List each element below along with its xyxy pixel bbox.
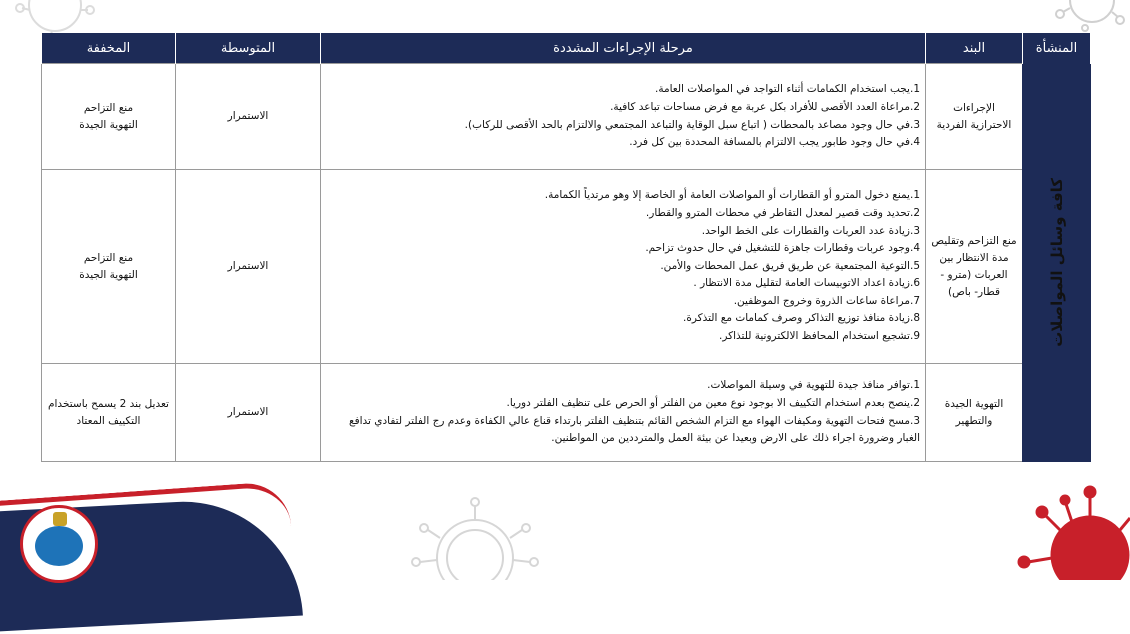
medium-cell: الاستمرار (176, 64, 321, 170)
light-text: منع التزاحم (83, 101, 134, 114)
measures-table (41, 33, 1091, 462)
header-domain: المنشأة (1023, 33, 1091, 64)
domain-label: كافة وسائل المواصلات (1047, 178, 1066, 347)
step-text: 3.مسح فتحات التهوية ومكيفات الهواء مع التزام الشخص القائم بتنظيف الفلتر بارتداء قناع عالي الكفاءة وعدم رج الفلتر لتفادي تدافع الغبار وضرورة اجراء ذلك على الارض وبعيدا عن بيئة العمل والمترددين من المواطنين. (348, 414, 920, 445)
domain-cell (1023, 64, 1091, 462)
virus-decoration-icon (390, 488, 560, 580)
steps-cell (321, 364, 926, 462)
step-text: 1.يجب استخدام الكمامات أثناء التواجد في المواصلات العامة. (655, 83, 920, 96)
step-text: 5.التوعية المجتمعية عن طريق فريق عمل المحطات والأمن. (660, 259, 920, 272)
light-cell (42, 64, 176, 170)
step-text: 7.مراعاة ساعات الذروة وخروج الموظفين. (733, 294, 920, 307)
medium-cell: الاستمرار (176, 364, 321, 462)
ministry-logo (20, 505, 98, 583)
table-row (42, 64, 1091, 170)
table-row (42, 364, 1091, 462)
steps-cell (321, 64, 926, 170)
header-strict-stage: مرحلة الإجراءات المشددة (321, 33, 926, 64)
step-text: 2.ينصح بعدم استخدام التكييف الا بوجود نوع معين من الفلتر أو الحرص على تنظيف الفلتر دوريا. (506, 396, 920, 409)
item-cell: التهوية الجيدة والتطهير (926, 364, 1023, 462)
step-text: 4.وجود عربات وقطارات جاهزة للتشغيل في حال حدوث تزاحم. (645, 242, 920, 255)
light-text: التهوية الجيدة (79, 268, 138, 281)
item-cell: منع التزاحم وتقليص مدة الانتظار بين العربات (مترو - قطار- باص) (926, 170, 1023, 364)
step-text: 3.زيادة عدد العربات والقطارات على الخط الواحد. (701, 224, 920, 237)
table-row (42, 170, 1091, 364)
virus-decoration-icon (1010, 470, 1130, 580)
step-text: 9.تشجيع استخدام المحافظ الالكترونية للتذاكر. (719, 330, 920, 343)
header-medium-stage: المتوسطة (176, 33, 321, 64)
header-light-stage: المخففة (42, 33, 176, 64)
step-text: 6.زيادة اعداد الاتوبيسات العامة لتقليل مدة الانتظار . (693, 277, 920, 290)
header-item: البند (926, 33, 1023, 64)
item-cell: الإجراءات الاحترازية الفردية (926, 64, 1023, 170)
step-text: 4.في حال وجود طابور يجب الالتزام بالمسافة المحددة بين كل فرد. (629, 136, 920, 149)
step-text: 1.يمنع دخول المترو أو القطارات أو المواصلات العامة أو الخاصة إلا وهو مرتدياً الكمامة. (544, 189, 920, 202)
light-text: تعديل بند 2 يسمح باستخدام التكييف المعتاد (48, 397, 169, 427)
virus-decoration-icon (1020, 0, 1130, 32)
step-text: 2.تحديد وقت قصير لمعدل التقاطر في محطات المترو والقطار. (645, 206, 920, 219)
steps-cell (321, 170, 926, 364)
step-text: 2.مراعاة العدد الأقصى للأفراد بكل عربة مع فرض مساحات تباعد كافية. (610, 100, 920, 113)
step-text: 3.في حال وجود مصاعد بالمحطات ( اتباع سبل الوقاية والتباعد المجتمعي والالتزام بالحد الأقصى للركاب). (464, 118, 920, 131)
light-text: التهوية الجيدة (79, 118, 138, 131)
medium-cell: الاستمرار (176, 170, 321, 364)
light-cell (42, 170, 176, 364)
table-header-row (42, 33, 1091, 64)
light-cell (42, 364, 176, 462)
eagle-icon (53, 512, 67, 526)
step-text: 8.زيادة منافذ توزيع التذاكر وصرف كمامات مع التذكرة. (683, 312, 920, 325)
step-text: 1.توافر منافذ جيدة للتهوية في وسيلة المواصلات. (707, 379, 920, 392)
light-text: منع التزاحم (83, 251, 134, 264)
